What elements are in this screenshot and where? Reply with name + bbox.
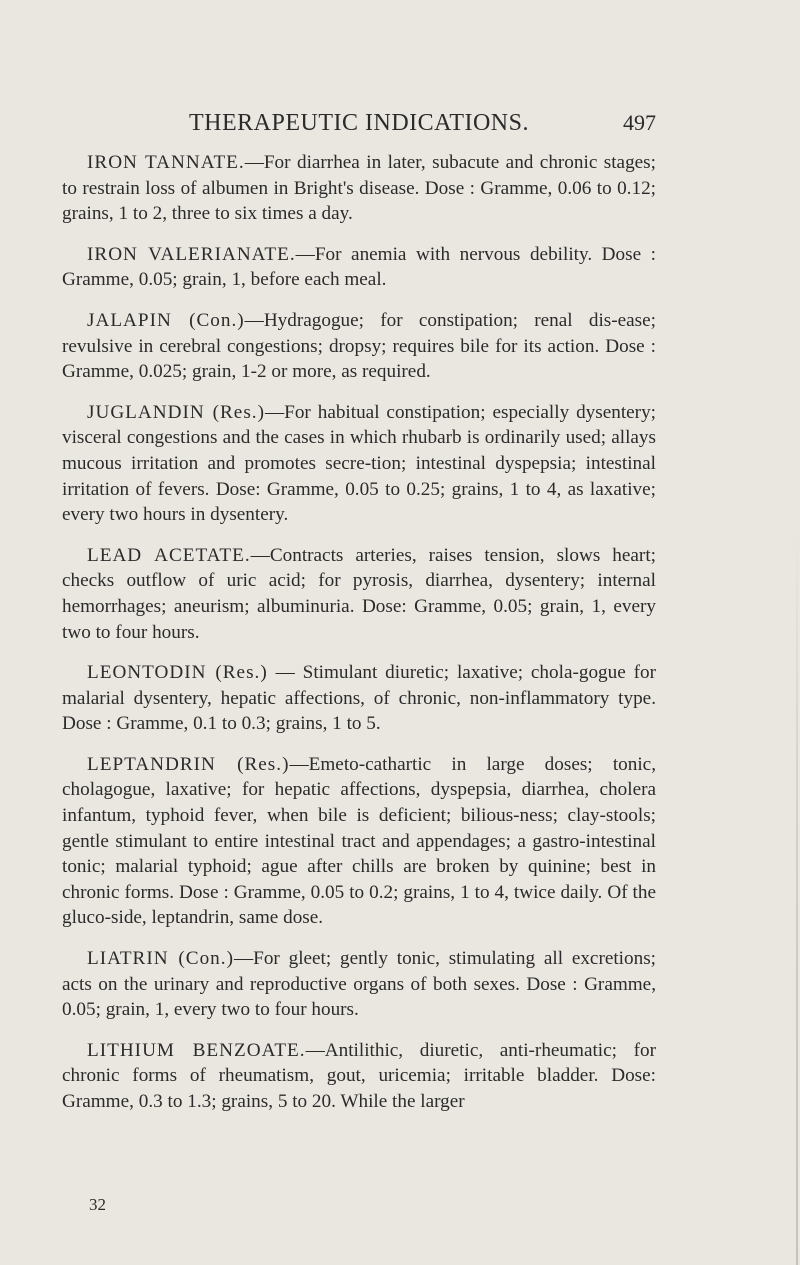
entry-title: LITHIUM BENZOATE. [87, 1039, 306, 1061]
entry-iron-tannate [62, 150, 656, 227]
entry-leptandrin [62, 752, 656, 931]
entry-title: LEAD ACETATE. [87, 544, 251, 566]
running-title: THERAPEUTIC INDICATIONS. [189, 110, 529, 136]
entry-text: —For diarrhea in later, subacute and chronic stages; to restrain loss of albumen in Bright's disease. Dose : Gramme, 0.06 to 0.12; grains, 1 to 2, three to six times a day. [62, 152, 656, 225]
entry-title: IRON VALERIANATE. [87, 243, 296, 265]
entry-text: —Contracts arteries, raises tension, slows heart; checks outflow of uric acid; for pyrosis, diarrhea, dysentery; internal hemorrhages; aneurism; albuminuria. Dose: Gramme, 0.05; grain, 1, every two to four hours. [62, 544, 656, 643]
entries-list [62, 150, 656, 1130]
signature-mark: 32 [89, 1195, 106, 1214]
entry-lithium-benzoate [62, 1038, 656, 1115]
entry-title: JUGLANDIN (Res.) [87, 401, 265, 423]
entry-title: LEONTODIN (Res.) [87, 662, 268, 684]
entry-title: IRON TANNATE. [87, 152, 245, 173]
page-edge-shadow [796, 530, 798, 1265]
entry-juglandin [62, 400, 656, 528]
entry-leontodin [62, 660, 656, 737]
entry-iron-valerianate [62, 242, 656, 293]
entry-text: —For habitual constipation; especially dysentery; visceral congestions and the cases in which rhubarb is ordinarily used; allays mucous irritation and promotes secre-tion; intestinal dyspepsia; intestinal irritation of fevers. Dose: Gramme, 0.05 to 0.25; grains, 1 to 4, as laxative; every two hours in dysentery. [62, 401, 656, 526]
entry-lead-acetate [62, 543, 656, 645]
entry-liatrin [62, 946, 656, 1023]
entry-text: —For anemia with nervous debility. Dose : Gramme, 0.05; grain, 1, before each meal. [62, 243, 656, 291]
running-head [62, 108, 656, 138]
entry-text: —Antilithic, diuretic, anti-rheumatic; for chronic forms of rheumatism, gout, uricemia; irritable bladder. Dose: Gramme, 0.3 to 1.3; grains, 5 to 20. While the larger [62, 1039, 656, 1112]
entry-text: —Emeto-cathartic in large doses; tonic, cholagogue, laxative; for hepatic affections, dyspepsia, diarrhea, cholera infantum, typhoid fever, when bile is deficient; bilious-ness; clay-stools; gentle stimulant to entire intestinal tract and appendages; a gastro-intestinal tonic; malarial typhoid; ague after chills are broken by quinine; best in chronic forms. Dose : Gramme, 0.05 to 0.2; grains, 1 to 4, twice daily. Of the gluco-side, leptandrin, same dose. [62, 753, 656, 929]
entry-title: LIATRIN (Con.) [87, 948, 234, 970]
entry-text: —Hydragogue; for constipation; renal dis-ease; revulsive in cerebral congestions; dropsy; requires bile for its action. Dose : Gramme, 0.025; grain, 1-2 or more, as required. [62, 309, 656, 383]
entry-jalapin [62, 308, 656, 385]
entry-text: — Stimulant diuretic; laxative; chola-gogue for malarial dysentery, hepatic affections, of chronic, non-inflammatory type. Dose : Gramme, 0.1 to 0.3; grains, 1 to 5. [62, 662, 656, 735]
entry-title: LEPTANDRIN (Res.) [87, 753, 290, 775]
entry-title: JALAPIN (Con.) [87, 309, 245, 331]
entry-text: —For gleet; gently tonic, stimulating all excretions; acts on the urinary and reproductive organs of both sexes. Dose : Gramme, 0.05; grain, 1, every two to four hours. [62, 948, 656, 1021]
page-number: 497 [623, 110, 656, 135]
